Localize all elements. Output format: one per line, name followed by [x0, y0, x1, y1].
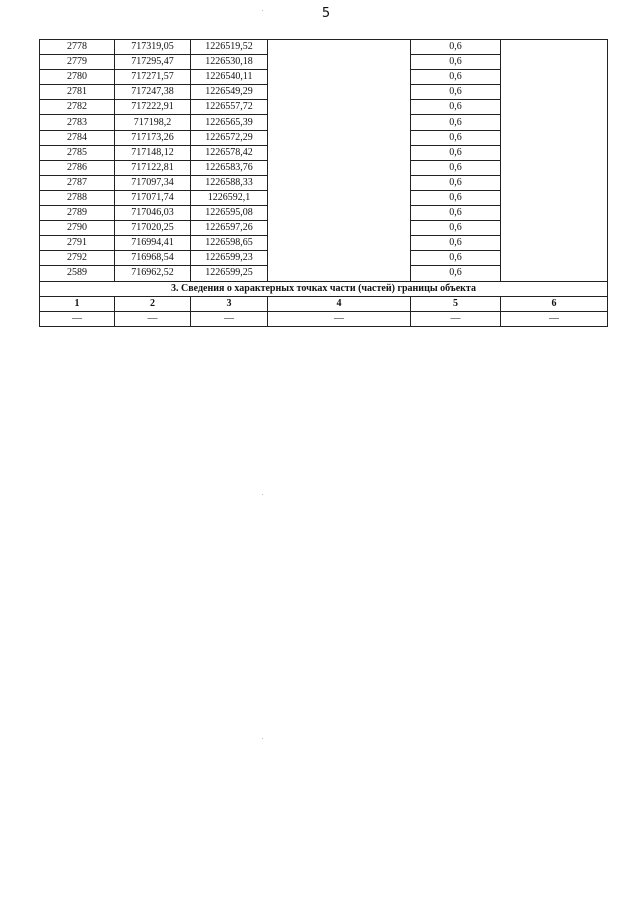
coordinates-table [39, 39, 608, 327]
dash-cell: — [411, 311, 501, 326]
y-coordinate-cell: 1226530,18 [191, 55, 268, 70]
empty-data-row [40, 311, 608, 326]
dash-cell: — [40, 311, 115, 326]
section-title-row [40, 281, 608, 296]
x-coordinate-cell: 717247,38 [115, 85, 191, 100]
y-coordinate-cell: 1226578,42 [191, 145, 268, 160]
y-coordinate-cell: 1226565,39 [191, 115, 268, 130]
y-coordinate-cell: 1226598,65 [191, 236, 268, 251]
accuracy-cell: 0,6 [411, 115, 501, 130]
y-coordinate-cell: 1226597,26 [191, 221, 268, 236]
point-number-cell: 2787 [40, 175, 115, 190]
accuracy-cell: 0,6 [411, 236, 501, 251]
y-coordinate-cell: 1226599,23 [191, 251, 268, 266]
x-coordinate-cell: 717046,03 [115, 206, 191, 221]
point-number-cell: 2785 [40, 145, 115, 160]
x-coordinate-cell: 717071,74 [115, 190, 191, 205]
x-coordinate-cell: 717173,26 [115, 130, 191, 145]
accuracy-cell: 0,6 [411, 55, 501, 70]
x-coordinate-cell: 717122,81 [115, 160, 191, 175]
accuracy-cell: 0,6 [411, 100, 501, 115]
y-coordinate-cell: 1226519,52 [191, 40, 268, 55]
accuracy-cell: 0,6 [411, 251, 501, 266]
x-coordinate-cell: 717198,2 [115, 115, 191, 130]
y-coordinate-cell: 1226583,76 [191, 160, 268, 175]
column-number-6: 6 [501, 296, 608, 311]
point-number-cell: 2589 [40, 266, 115, 281]
accuracy-cell: 0,6 [411, 85, 501, 100]
x-coordinate-cell: 716968,54 [115, 251, 191, 266]
column-number-1: 1 [40, 296, 115, 311]
column-number-2: 2 [115, 296, 191, 311]
page-number: 5 [321, 6, 331, 21]
accuracy-cell: 0,6 [411, 160, 501, 175]
accuracy-cell: 0,6 [411, 145, 501, 160]
point-number-cell: 2780 [40, 70, 115, 85]
point-number-cell: 2779 [40, 55, 115, 70]
accuracy-cell: 0,6 [411, 70, 501, 85]
y-coordinate-cell: 1226595,08 [191, 206, 268, 221]
accuracy-cell: 0,6 [411, 221, 501, 236]
x-coordinate-cell: 716962,52 [115, 266, 191, 281]
dash-cell: — [115, 311, 191, 326]
coordinates-table-body [40, 40, 608, 327]
y-coordinate-cell: 1226572,29 [191, 130, 268, 145]
y-coordinate-cell: 1226599,25 [191, 266, 268, 281]
accuracy-cell: 0,6 [411, 190, 501, 205]
y-coordinate-cell: 1226540,11 [191, 70, 268, 85]
y-coordinate-cell: 1226557,72 [191, 100, 268, 115]
x-coordinate-cell: 717319,05 [115, 40, 191, 55]
empty-cell [268, 40, 411, 282]
x-coordinate-cell: 717295,47 [115, 55, 191, 70]
point-number-cell: 2791 [40, 236, 115, 251]
point-number-cell: 2783 [40, 115, 115, 130]
point-number-cell: 2792 [40, 251, 115, 266]
x-coordinate-cell: 716994,41 [115, 236, 191, 251]
y-coordinate-cell: 1226549,29 [191, 85, 268, 100]
point-number-cell: 2786 [40, 160, 115, 175]
y-coordinate-cell: 1226588,33 [191, 175, 268, 190]
x-coordinate-cell: 717020,25 [115, 221, 191, 236]
accuracy-cell: 0,6 [411, 266, 501, 281]
scan-speck [262, 494, 263, 495]
x-coordinate-cell: 717222,91 [115, 100, 191, 115]
dash-cell: — [501, 311, 608, 326]
accuracy-cell: 0,6 [411, 175, 501, 190]
point-number-cell: 2784 [40, 130, 115, 145]
column-number-4: 4 [268, 296, 411, 311]
point-number-cell: 2781 [40, 85, 115, 100]
x-coordinate-cell: 717148,12 [115, 145, 191, 160]
y-coordinate-cell: 1226592,1 [191, 190, 268, 205]
dash-cell: — [191, 311, 268, 326]
point-number-cell: 2790 [40, 221, 115, 236]
accuracy-cell: 0,6 [411, 40, 501, 55]
x-coordinate-cell: 717271,57 [115, 70, 191, 85]
point-number-cell: 2788 [40, 190, 115, 205]
column-number-row [40, 296, 608, 311]
point-number-cell: 2778 [40, 40, 115, 55]
section-title: 3. Сведения о характерных точках части (частей) границы объекта [40, 281, 608, 296]
accuracy-cell: 0,6 [411, 206, 501, 221]
column-number-3: 3 [191, 296, 268, 311]
column-number-5: 5 [411, 296, 501, 311]
point-number-cell: 2789 [40, 206, 115, 221]
scan-speck [262, 10, 263, 11]
point-number-cell: 2782 [40, 100, 115, 115]
x-coordinate-cell: 717097,34 [115, 175, 191, 190]
table-row [40, 40, 608, 55]
scan-speck [262, 738, 263, 739]
accuracy-cell: 0,6 [411, 130, 501, 145]
dash-cell: — [268, 311, 411, 326]
empty-cell [501, 40, 608, 282]
